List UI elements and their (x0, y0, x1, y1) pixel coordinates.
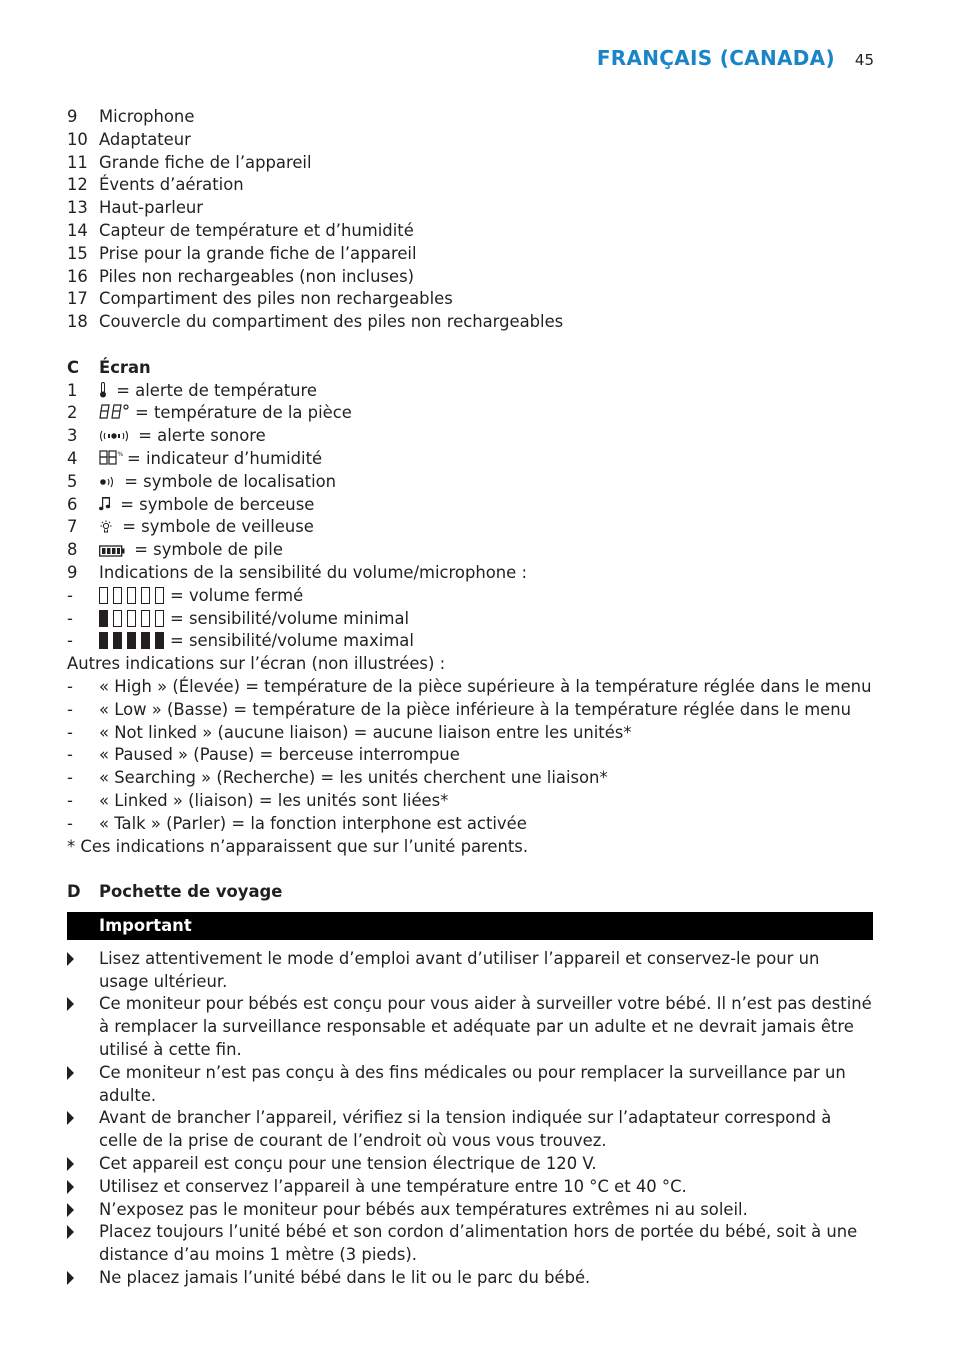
item-text: Microphone (99, 107, 195, 126)
item-text: = sensibilité/volume minimal (170, 608, 410, 628)
bullet-text: Ce moniteur n’est pas conçu à des fins médicales ou pour remplacer la surveillance par un adulte. (99, 1062, 846, 1105)
important-bullet-item (67, 1221, 873, 1267)
section-d-heading: D Pochette de voyage (67, 882, 283, 902)
parts-list-item (67, 174, 873, 197)
item-text: = volume fermé (170, 585, 304, 605)
item-text: « Low » (Basse) = température de la pièce inférieure à la température réglée dans le menu (99, 699, 852, 719)
item-text: Indications de la sensibilité du volume/microphone : (99, 562, 527, 582)
volume-bar-segment (99, 587, 108, 604)
item-number: 12 (67, 175, 88, 195)
bullet-text: Lisez attentivement le mode d’emploi avant d’utiliser l’appareil et conservez-le pour un usage ultérieur. (99, 948, 820, 991)
important-bullet-item (67, 1153, 873, 1176)
item-number: 16 (67, 266, 88, 286)
item-number: 1 (67, 380, 78, 400)
other-indication-item (67, 722, 873, 745)
screen-item (67, 380, 873, 403)
humidity-digits-icon (99, 450, 123, 466)
volume-bar-segment (113, 632, 122, 649)
volume-bars-icon (99, 632, 164, 649)
other-indication-item (67, 790, 873, 813)
parts-list-item (67, 220, 873, 243)
item-number: 3 (67, 426, 78, 446)
dash: - (67, 631, 73, 651)
footnote: * Ces indications n’apparaissent que sur l’unité parents. (67, 836, 529, 856)
page-number: 45 (854, 51, 874, 69)
volume-bar-segment (155, 632, 164, 649)
item-number: 13 (67, 198, 88, 218)
parts-list-item (67, 152, 873, 175)
parts-list-item (67, 266, 873, 289)
item-text: « Linked » (liaison) = les unités sont liées* (99, 790, 449, 810)
item-text: Prise pour la grande fiche de l’appareil (99, 243, 417, 263)
volume-bar-segment (141, 610, 150, 627)
screen-item (67, 516, 873, 539)
item-text: Grande fiche de l’appareil (99, 152, 312, 172)
item-text: « Talk » (Parler) = la fonction interphone est activée (99, 813, 527, 833)
volume-bar-segment (141, 587, 150, 604)
page-content (67, 106, 873, 1290)
screen-item (67, 448, 873, 471)
dash: - (67, 768, 73, 788)
item-text: = indicateur d’humidité (127, 448, 323, 468)
dash: - (67, 722, 73, 742)
bullet-icon (67, 1153, 99, 1176)
section-c-heading: C Écran (67, 357, 151, 377)
item-text: = alerte sonore (133, 426, 266, 446)
screen-item (67, 471, 873, 494)
important-banner: Important (67, 912, 873, 940)
music-note-icon (99, 496, 111, 512)
item-text: = sensibilité/volume maximal (170, 631, 414, 651)
bullet-text: Avant de brancher l’appareil, vérifiez si la tension indiquée sur l’adaptateur correspond à celle de la prise de courant de l’endroit où vous vous trouvez. (99, 1108, 832, 1151)
svg-text:%: % (117, 450, 123, 458)
bullet-text: Utilisez et conservez l’appareil à une température entre 10 °C et 40 °C. (99, 1176, 687, 1196)
volume-bar-segment (127, 587, 136, 604)
item-text: = symbole de veilleuse (117, 517, 314, 537)
locate-icon (99, 475, 115, 489)
dash: - (67, 745, 73, 765)
important-bullet-item (67, 948, 873, 994)
battery-icon (99, 545, 125, 557)
other-indication-item (67, 676, 873, 699)
item-text: « Not linked » (aucune liaison) = aucune liaison entre les unités* (99, 722, 632, 742)
item-text: « High » (Élevée) = température de la pièce supérieure à la température réglée dans le menu (99, 676, 872, 696)
item-number: 2 (67, 403, 78, 423)
other-indications-heading: Autres indications sur l’écran (non illustrées) : (67, 654, 446, 674)
volume-bar-segment (113, 587, 122, 604)
dash: - (67, 608, 73, 628)
volume-levels-list (67, 585, 873, 653)
item-number: 14 (67, 220, 88, 240)
bullet-icon (67, 1176, 99, 1199)
screen-item (67, 494, 873, 517)
temperature-digits-icon (99, 404, 131, 420)
bullet-text: Placez toujours l’unité bébé et son cordon d’alimentation hors de portée du bébé, soit à une distance d’au moins 1 mètre (3 pieds). (99, 1222, 858, 1265)
parts-list-item (67, 129, 873, 152)
volume-bar-segment (141, 632, 150, 649)
item-text: = symbole de pile (129, 540, 283, 560)
item-text: = température de la pièce (135, 403, 352, 423)
item-number: 17 (67, 289, 88, 309)
bullet-icon (67, 1199, 99, 1222)
item-text: Compartiment des piles non rechargeables (99, 289, 453, 309)
item-text: Évents d’aération (99, 175, 244, 195)
parts-list (67, 106, 873, 334)
item-text: « Searching » (Recherche) = les unités cherchent une liaison* (99, 768, 608, 788)
bullet-text: N’exposez pas le moniteur pour bébés aux températures extrêmes ni au soleil. (99, 1199, 748, 1219)
item-number: 11 (67, 152, 88, 172)
important-bullet-item (67, 1062, 873, 1108)
screen-item (67, 425, 873, 448)
item-text: = alerte de température (111, 380, 318, 400)
nightlight-icon (99, 520, 113, 534)
other-indication-item (67, 813, 873, 836)
bullet-icon (67, 1221, 99, 1267)
item-text: Haut-parleur (99, 198, 204, 218)
bullet-icon (67, 993, 99, 1061)
dash: - (67, 813, 73, 833)
item-number: 6 (67, 494, 78, 514)
volume-bar-segment (99, 632, 108, 649)
item-text: Adaptateur (99, 129, 191, 149)
item-number: 7 (67, 517, 78, 537)
parts-list-item (67, 288, 873, 311)
bullet-text: Ce moniteur pour bébés est conçu pour vous aider à surveiller votre bébé. Il n’est pas destiné à remplacer la surveillance responsable et adéquate par un adulte et ne devrait jamais être utilisé à cette fin. (99, 994, 872, 1060)
item-text: = symbole de berceuse (115, 494, 315, 514)
page-header (597, 46, 874, 70)
item-text: = symbole de localisation (119, 471, 337, 491)
bullet-icon (67, 948, 99, 994)
volume-level-item (67, 585, 873, 608)
dash: - (67, 790, 73, 810)
volume-bar-segment (99, 610, 108, 627)
bullet-text: Ne placez jamais l’unité bébé dans le lit ou le parc du bébé. (99, 1268, 591, 1288)
item-number: 4 (67, 448, 78, 468)
bullet-icon (67, 1107, 99, 1153)
item-text: « Paused » (Pause) = berceuse interrompue (99, 745, 460, 765)
parts-list-item (67, 311, 873, 334)
item-number: 15 (67, 243, 88, 263)
volume-bar-segment (127, 632, 136, 649)
volume-bars-icon (99, 587, 164, 604)
dash: - (67, 585, 73, 605)
parts-list-item (67, 197, 873, 220)
other-indications-list (67, 676, 873, 836)
volume-bars-icon (99, 610, 164, 627)
parts-list-item (67, 106, 873, 129)
bullet-text: Cet appareil est conçu pour une tension électrique de 120 V. (99, 1154, 597, 1174)
bullet-icon (67, 1267, 99, 1290)
volume-level-item (67, 630, 873, 653)
important-bullet-item (67, 1199, 873, 1222)
important-bullet-list (67, 948, 873, 1290)
item-number: 8 (67, 540, 78, 560)
important-bullet-item (67, 1176, 873, 1199)
item-number: 18 (67, 312, 88, 332)
important-bullet-item (67, 993, 873, 1061)
important-bullet-item (67, 1267, 873, 1290)
item-number: 10 (67, 129, 88, 149)
sound-alert-icon (99, 429, 129, 443)
volume-bar-segment (127, 610, 136, 627)
thermometer-icon (99, 382, 107, 398)
bullet-icon (67, 1062, 99, 1108)
volume-bar-segment (155, 587, 164, 604)
language-title: FRANÇAIS (CANADA) (596, 46, 835, 70)
important-bullet-item (67, 1107, 873, 1153)
screen-item (67, 539, 873, 562)
screen-items-list (67, 380, 873, 585)
other-indication-item (67, 744, 873, 767)
other-indication-item (67, 767, 873, 790)
item-text: Couvercle du compartiment des piles non rechargeables (99, 312, 564, 332)
item-number: 5 (67, 471, 78, 491)
volume-bar-segment (155, 610, 164, 627)
dash: - (67, 699, 73, 719)
item-text: Capteur de température et d’humidité (99, 220, 414, 240)
item-number: 9 (67, 107, 78, 126)
item-number: 9 (67, 562, 78, 582)
dash: - (67, 676, 73, 696)
parts-list-item (67, 243, 873, 266)
screen-item (67, 562, 873, 585)
item-text: Piles non rechargeables (non incluses) (99, 266, 415, 286)
volume-level-item (67, 608, 873, 631)
screen-item (67, 402, 873, 425)
other-indication-item (67, 699, 873, 722)
volume-bar-segment (113, 610, 122, 627)
